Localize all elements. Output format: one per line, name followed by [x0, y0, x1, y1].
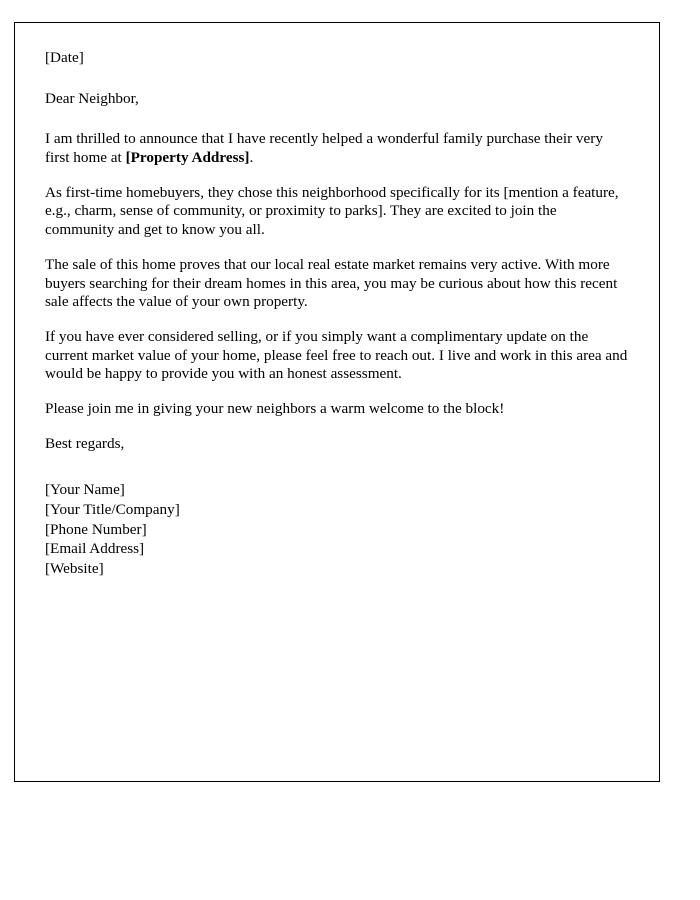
signature-title: [Your Title/Company] [45, 501, 180, 518]
property-address-placeholder: [Property Address] [125, 149, 250, 167]
signature-name: [Your Name] [45, 481, 125, 499]
signature-block [45, 481, 629, 578]
salutation-line: Dear Neighbor, [45, 89, 139, 107]
date-line: [Date] [45, 49, 84, 66]
paragraph-4: If you have ever considered selling, or if you simply want a complimentary update on the current market value of your home, please feel free to reach out. I live and work in this area and would be happy to provide you with an honest assessment. [45, 327, 628, 383]
paragraph-1 [45, 130, 629, 167]
signoff-line: Best regards, [45, 434, 125, 452]
signature-email: [Email Address] [45, 540, 145, 558]
paragraph-2: As first-time homebuyers, they chose this neighborhood specifically for its [mention a feature, e.g., charm, sense of community, or proximity to parks]. They are excited to join the community and get to know you all. [45, 183, 619, 239]
paragraph-3: The sale of this home proves that our local real estate market remains very active. With more buyers searching for their dream homes in this area, you may be curious about how this recent sale affects the value of your own property. [45, 255, 618, 311]
signature-phone: [Phone Number] [45, 520, 147, 538]
letter-content [15, 23, 659, 579]
paragraph-1-text-after: . [249, 149, 254, 167]
signature-website: [Website] [45, 560, 104, 578]
paragraph-5: Please join me in giving your new neighbors a warm welcome to the block! [45, 399, 505, 417]
paragraph-1-text-before: I am thrilled to announce that I have recently helped a wonderful family purchase their very first home at [45, 130, 603, 167]
letter-page [14, 22, 660, 782]
